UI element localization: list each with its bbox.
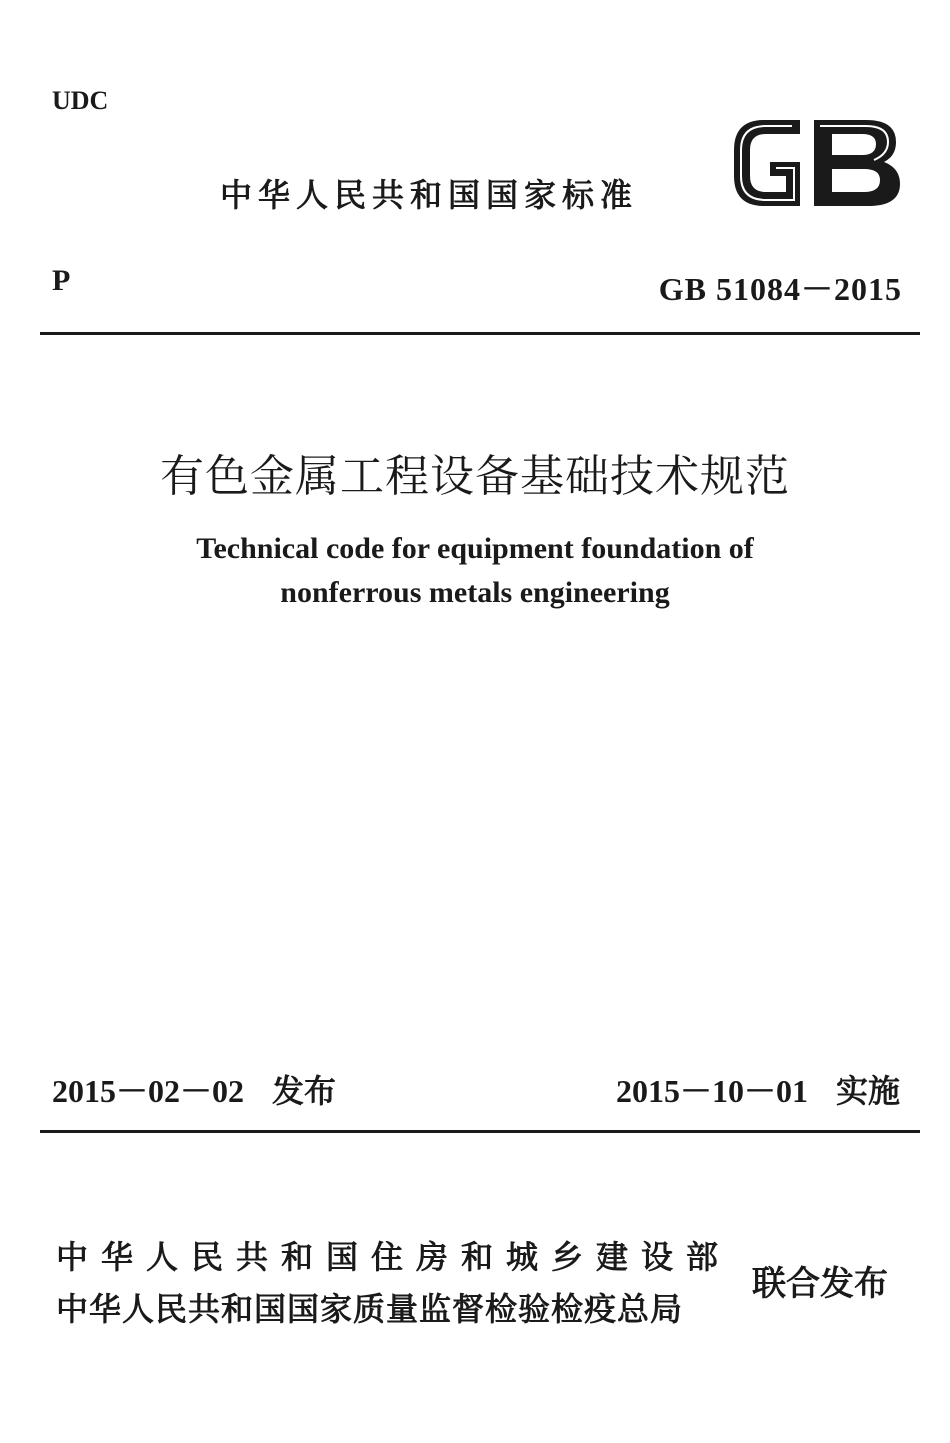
classification-code: P bbox=[52, 264, 71, 297]
top-divider bbox=[40, 332, 920, 335]
issue-date: 2015－02－02 bbox=[52, 1073, 245, 1109]
joint-publish-label: 联合发布 bbox=[752, 1264, 888, 1304]
issue-label: 发布 bbox=[272, 1072, 337, 1110]
udc-label: UDC bbox=[52, 86, 109, 115]
title-english-line1: Technical code for equipment foundation of bbox=[196, 532, 754, 565]
implement-date-block bbox=[616, 1066, 900, 1112]
national-standard-title: 中华人民共和国国家标准 bbox=[220, 176, 639, 214]
implement-label: 实施 bbox=[835, 1072, 900, 1110]
issue-date-block bbox=[52, 1066, 336, 1112]
title-chinese: 有色金属工程设备基础技术规范 bbox=[160, 451, 790, 502]
bottom-divider bbox=[40, 1130, 920, 1133]
publisher-ministry-housing: 中华人民共和国住房和城乡建设部 bbox=[56, 1238, 732, 1276]
gb-logo bbox=[728, 116, 904, 210]
publisher-aqsiq: 中华人民共和国国家质量监督检验检疫总局 bbox=[56, 1290, 684, 1328]
standard-number: GB 51084－2015 bbox=[658, 271, 902, 307]
implement-date: 2015－10－01 bbox=[615, 1073, 808, 1109]
title-english-line2: nonferrous metals engineering bbox=[280, 576, 670, 609]
